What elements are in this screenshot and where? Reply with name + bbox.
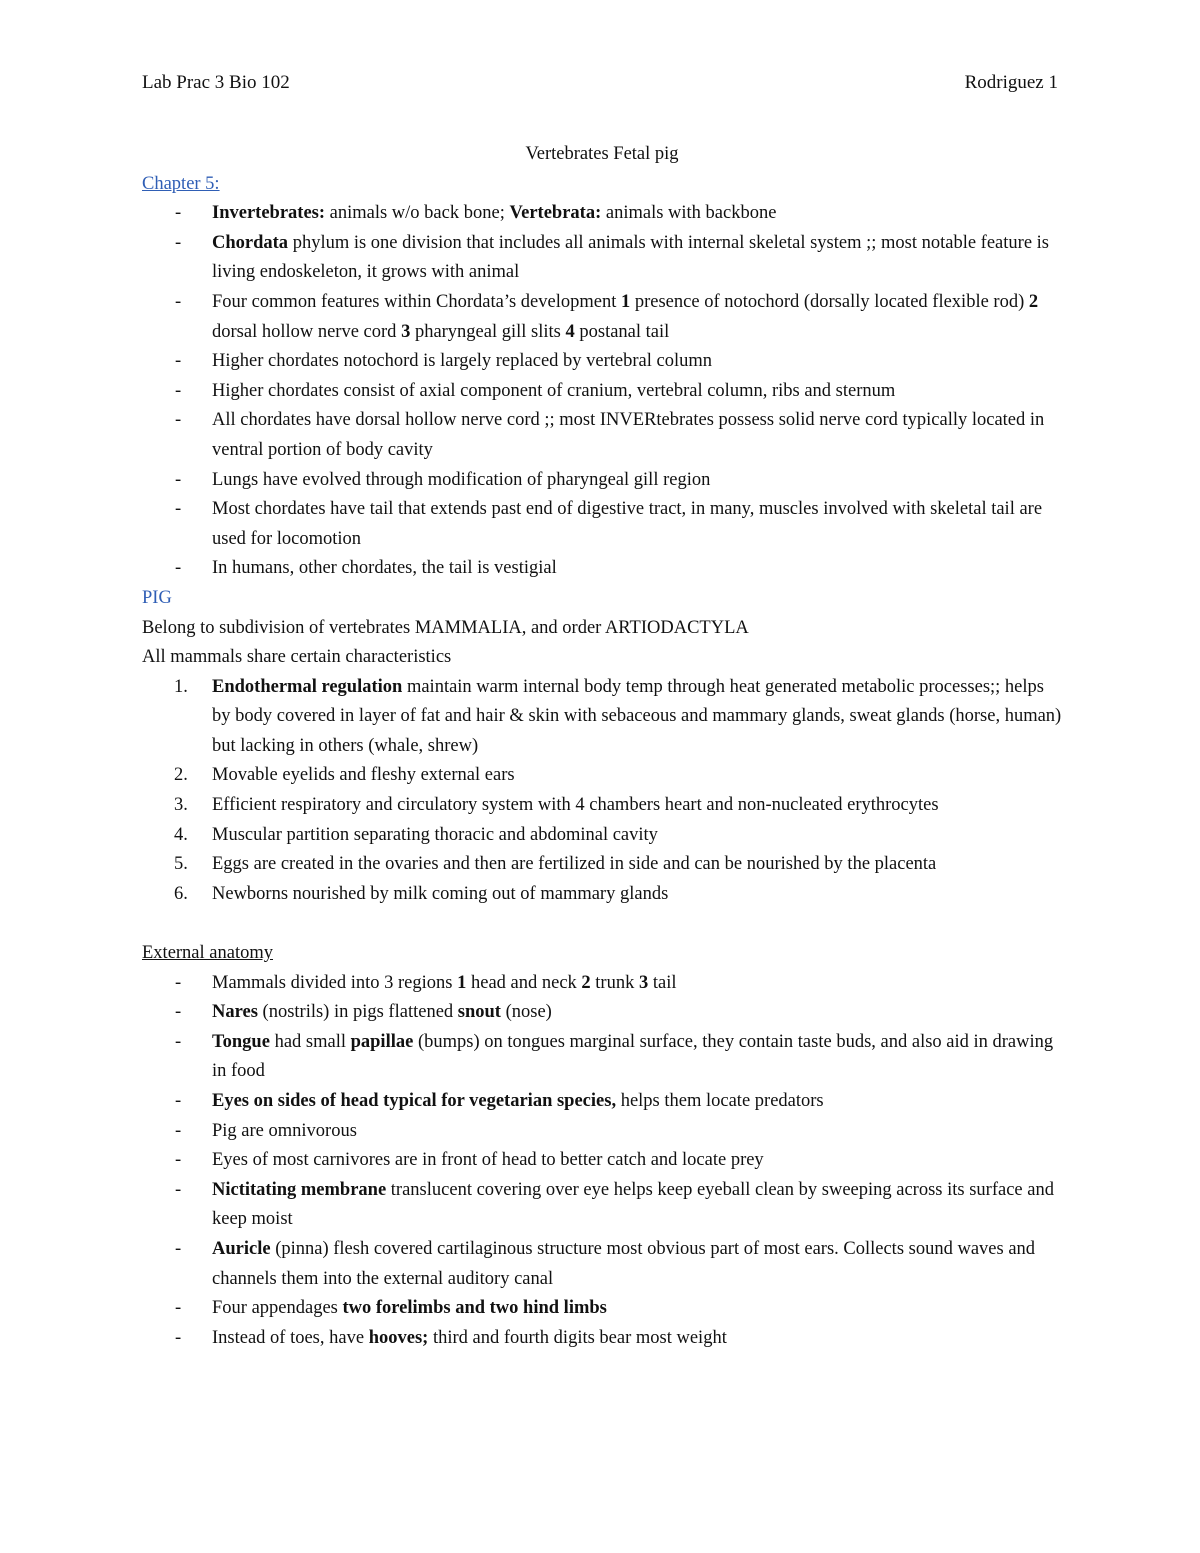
- bullet-marker: -: [175, 1327, 182, 1348]
- list-item: [142, 1146, 1062, 1176]
- list-item-text: Most chordates have tail that extends past end of digestive tract, in many, muscles involved with skeletal tail are used for locomotion: [212, 499, 1043, 549]
- item-number: 2.: [174, 765, 188, 786]
- list-item: [142, 1028, 1062, 1087]
- list-item-text: Pig are omnivorous: [212, 1120, 357, 1141]
- chapter-5-list: [142, 199, 1062, 584]
- bold-term: 3: [401, 321, 411, 342]
- list-item: [142, 288, 1062, 347]
- item-number: 5.: [174, 854, 188, 875]
- list-item: [142, 495, 1062, 554]
- spacer: [142, 909, 1062, 939]
- list-item: [142, 1176, 1062, 1235]
- numbered-item: [142, 821, 1062, 851]
- bold-term: two forelimbs and two hind limbs: [342, 1298, 607, 1319]
- numbered-item-text: Eggs are created in the ovaries and then are fertilized in side and can be nourished by the placenta: [212, 854, 937, 875]
- list-item: [142, 347, 1062, 377]
- bold-term: hooves;: [368, 1327, 429, 1348]
- bold-term: 1: [620, 291, 631, 312]
- bold-term: Tongue: [212, 1031, 270, 1052]
- bold-term: snout: [457, 1002, 501, 1023]
- list-item-text: Four common features within Chordata’s development 1 presence of notochord (dorsally located flexible rod) 2 dorsal hollow nerve cord 3 pharyngeal gill slits 4 postanal tail: [212, 291, 1039, 342]
- list-item-text: Nares (nostrils) in pigs flattened snout (nose): [212, 1002, 552, 1023]
- bullet-marker: -: [175, 410, 182, 431]
- bullet-marker: -: [175, 203, 182, 224]
- bullet-marker: -: [175, 1298, 182, 1319]
- list-item-text: Eyes on sides of head typical for vegetarian species, helps them locate predators: [212, 1091, 824, 1111]
- numbered-item-text: Movable eyelids and fleshy external ears: [212, 765, 515, 786]
- bold-term: 4: [565, 321, 575, 342]
- chapter-5-heading: Chapter 5:: [142, 173, 220, 194]
- numbered-item: [142, 850, 1062, 880]
- list-item: [142, 969, 1062, 999]
- bullet-marker: -: [175, 499, 182, 520]
- header-author-page: Rodriguez 1: [964, 72, 1058, 93]
- list-item-text: Tongue had small papillae (bumps) on tongues marginal surface, they contain taste buds, and also aid in drawing in food: [212, 1031, 1054, 1082]
- numbered-item-text: Efficient respiratory and circulatory system with 4 chambers heart and non-nucleated erythrocytes: [212, 795, 939, 816]
- external-anatomy-heading: External anatomy: [142, 943, 273, 964]
- list-item: [142, 199, 1062, 229]
- numbered-item-text: Newborns nourished by milk coming out of mammary glands: [212, 883, 669, 904]
- bold-term: 3: [638, 972, 649, 993]
- numbered-item: [142, 791, 1062, 821]
- list-item-text: Lungs have evolved through modification of pharyngeal gill region: [212, 469, 711, 490]
- list-item: [142, 554, 1062, 584]
- bullet-marker: -: [175, 1091, 182, 1111]
- list-item: [142, 377, 1062, 407]
- bold-term: Invertebrates:: [212, 203, 326, 224]
- list-item-text: Higher chordates notochord is largely replaced by vertebral column: [212, 351, 713, 372]
- document-title: Vertebrates Fetal pig: [525, 144, 679, 164]
- bold-term: Vertebrata:: [509, 203, 602, 224]
- bullet-marker: -: [175, 558, 182, 579]
- list-item: [142, 1235, 1062, 1294]
- item-number: 6.: [174, 883, 188, 904]
- bullet-marker: -: [175, 1238, 182, 1259]
- bold-term: 2: [1028, 291, 1039, 312]
- bold-term: Eyes on sides of head typical for vegetarian species,: [212, 1091, 617, 1111]
- list-item: [142, 1087, 1062, 1117]
- list-item-text: Four appendages two forelimbs and two hind limbs: [212, 1298, 607, 1319]
- list-item-text: Auricle (pinna) flesh covered cartilaginous structure most obvious part of most ears. Collects sound waves and channels them into the external auditory canal: [212, 1238, 1036, 1289]
- numbered-item: [142, 673, 1062, 762]
- bullet-marker: -: [175, 1002, 182, 1023]
- bold-term: Nares: [212, 1002, 258, 1023]
- numbered-item-text: Endothermal regulation maintain warm internal body temp through heat generated metabolic processes;; helps by body covered in layer of fat and hair & skin with sebaceous and mammary glands, sweat glands (horse, human) but lacking in others (whale, shrew): [212, 676, 1062, 756]
- list-item-text: Invertebrates: animals w/o back bone; Vertebrata: animals with backbone: [212, 203, 777, 224]
- bullet-marker: -: [175, 351, 182, 372]
- bold-term: Chordata: [212, 232, 289, 253]
- list-item-text: In humans, other chordates, the tail is vestigial: [212, 558, 557, 579]
- list-item-text: All chordates have dorsal hollow nerve cord ;; most INVERtebrates possess solid nerve cord typically located in ventral portion of body cavity: [212, 410, 1045, 460]
- item-number: 1.: [174, 676, 188, 697]
- document-body: [142, 140, 1062, 1353]
- list-item-text: Nictitating membrane translucent covering over eye helps keep eyeball clean by sweeping across its surface and keep moist: [212, 1179, 1054, 1230]
- list-item-text: Chordata phylum is one division that includes all animals with internal skeletal system ;; most notable feature is living endoskeleton, it grows with animal: [212, 232, 1049, 283]
- bullet-marker: -: [175, 232, 182, 253]
- item-number: 4.: [174, 824, 188, 845]
- list-item-text: Mammals divided into 3 regions 1 head and neck 2 trunk 3 tail: [212, 972, 677, 993]
- bullet-marker: -: [175, 972, 182, 993]
- bold-term: Nictitating membrane: [212, 1179, 387, 1200]
- bullet-marker: -: [175, 1031, 182, 1052]
- item-number: 3.: [174, 795, 188, 816]
- pig-classification: Belong to subdivision of vertebrates MAMMALIA, and order ARTIODACTYLA: [142, 617, 749, 638]
- list-item: [142, 998, 1062, 1028]
- list-item-text: Higher chordates consist of axial component of cranium, vertebral column, ribs and sternum: [212, 380, 896, 401]
- list-item: [142, 1324, 1062, 1354]
- list-item-text: Instead of toes, have hooves; third and fourth digits bear most weight: [212, 1327, 727, 1348]
- list-item: [142, 466, 1062, 496]
- bold-term: Auricle: [212, 1238, 271, 1259]
- bullet-marker: -: [175, 469, 182, 490]
- bold-term: 1: [457, 972, 467, 993]
- page-header: [142, 72, 1058, 102]
- list-item: [142, 1294, 1062, 1324]
- bullet-marker: -: [175, 1120, 182, 1141]
- numbered-item: [142, 761, 1062, 791]
- header-course: Lab Prac 3 Bio 102: [142, 72, 290, 93]
- pig-heading: PIG: [142, 587, 172, 608]
- external-anatomy-list: [142, 969, 1062, 1354]
- numbered-item-text: Muscular partition separating thoracic and abdominal cavity: [212, 824, 658, 845]
- bullet-marker: -: [175, 1150, 182, 1171]
- list-item: [142, 406, 1062, 465]
- list-item-text: Eyes of most carnivores are in front of head to better catch and locate prey: [212, 1150, 764, 1171]
- numbered-item: [142, 880, 1062, 910]
- list-item: [142, 1117, 1062, 1147]
- pig-characteristics-intro: All mammals share certain characteristics: [142, 647, 452, 668]
- bold-term: papillae: [350, 1031, 414, 1052]
- bold-term: Endothermal regulation: [212, 676, 403, 697]
- bold-term: 2: [581, 972, 591, 993]
- bullet-marker: -: [175, 380, 182, 401]
- bullet-marker: -: [175, 1179, 182, 1200]
- bullet-marker: -: [175, 291, 182, 312]
- mammal-characteristics-list: [142, 673, 1062, 910]
- list-item: [142, 229, 1062, 288]
